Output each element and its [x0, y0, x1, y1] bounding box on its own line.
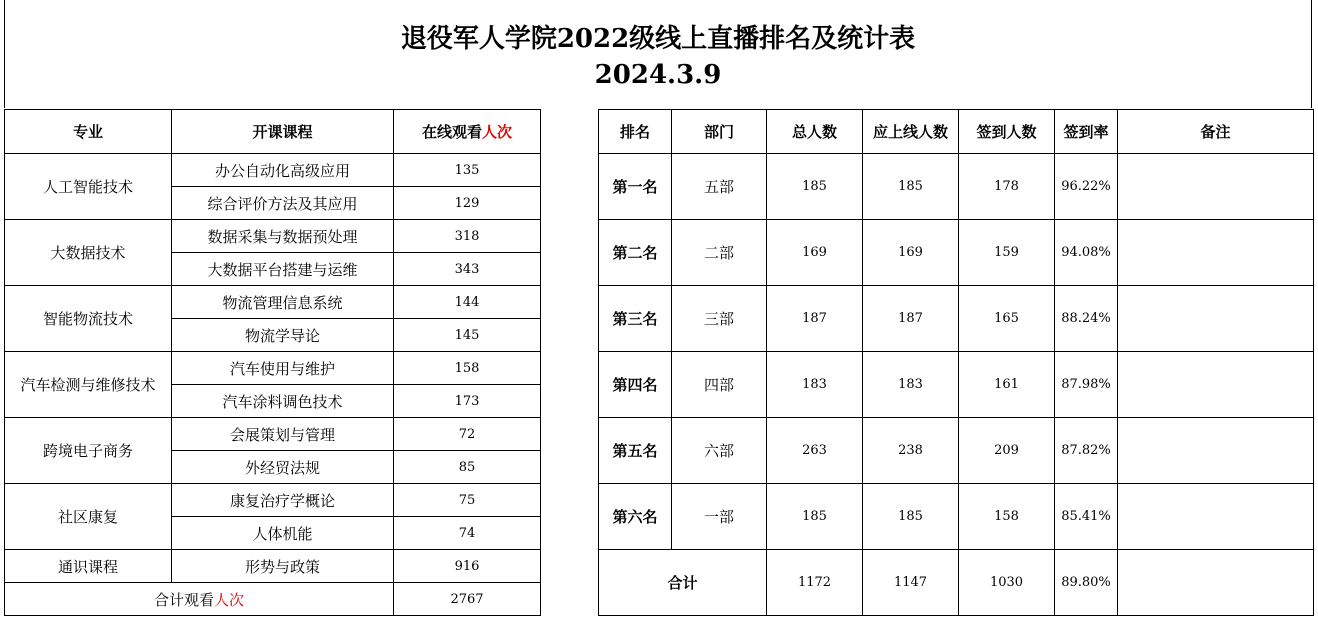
- table-row: [5, 286, 541, 319]
- major-cell: 通识课程: [5, 550, 172, 583]
- should-cell: 185: [863, 484, 959, 550]
- rank-cell: 第四名: [599, 352, 672, 418]
- course-cell: 物流学导论: [172, 319, 394, 352]
- views-cell: 85: [394, 451, 541, 484]
- rate-cell: 89.80%: [1055, 550, 1118, 616]
- header-total: 总人数: [767, 110, 863, 154]
- rank-cell: 第二名: [599, 220, 672, 286]
- total-cell: 185: [767, 154, 863, 220]
- major-cell: 人工智能技术: [5, 154, 172, 220]
- total-views: 2767: [394, 583, 541, 616]
- header-signed: 签到人数: [959, 110, 1055, 154]
- rate-cell: 87.98%: [1055, 352, 1118, 418]
- views-cell: 74: [394, 517, 541, 550]
- table-row: [599, 352, 1314, 418]
- course-cell: 物流管理信息系统: [172, 286, 394, 319]
- note-cell: [1118, 550, 1314, 616]
- table-row: [5, 154, 541, 187]
- header-views: 在线观看人次: [394, 110, 541, 154]
- page-date: 2024.3.9: [594, 60, 722, 90]
- dept-cell: 二部: [672, 220, 767, 286]
- signed-cell: 1030: [959, 550, 1055, 616]
- major-cell: 跨境电子商务: [5, 418, 172, 484]
- should-cell: 169: [863, 220, 959, 286]
- table-row: [5, 418, 541, 451]
- table-row: [599, 418, 1314, 484]
- total-row: [5, 583, 541, 616]
- should-cell: 183: [863, 352, 959, 418]
- note-cell: [1118, 220, 1314, 286]
- views-cell: 144: [394, 286, 541, 319]
- rate-cell: 96.22%: [1055, 154, 1118, 220]
- total-label: 合计观看人次: [5, 583, 394, 616]
- header-rank: 排名: [599, 110, 672, 154]
- header-note: 备注: [1118, 110, 1314, 154]
- major-cell: 社区康复: [5, 484, 172, 550]
- header-course: 开课课程: [172, 110, 394, 154]
- dept-cell: 三部: [672, 286, 767, 352]
- signed-cell: 158: [959, 484, 1055, 550]
- header-should: 应上线人数: [863, 110, 959, 154]
- views-cell: 135: [394, 154, 541, 187]
- course-views-table: [4, 109, 541, 616]
- course-cell: 康复治疗学概论: [172, 484, 394, 517]
- total-cell: 263: [767, 418, 863, 484]
- course-cell: 大数据平台搭建与运维: [172, 253, 394, 286]
- views-cell: 158: [394, 352, 541, 385]
- views-cell: 145: [394, 319, 541, 352]
- signed-cell: 209: [959, 418, 1055, 484]
- total-cell: 185: [767, 484, 863, 550]
- table-header-row: [5, 110, 541, 154]
- dept-cell: 一部: [672, 484, 767, 550]
- note-cell: [1118, 418, 1314, 484]
- total-label: 合计: [599, 550, 767, 616]
- total-cell: 183: [767, 352, 863, 418]
- rank-cell: 第一名: [599, 154, 672, 220]
- total-cell: 169: [767, 220, 863, 286]
- table-row: [599, 220, 1314, 286]
- signed-cell: 161: [959, 352, 1055, 418]
- course-cell: 人体机能: [172, 517, 394, 550]
- course-cell: 数据采集与数据预处理: [172, 220, 394, 253]
- dept-cell: 六部: [672, 418, 767, 484]
- course-cell: 汽车使用与维护: [172, 352, 394, 385]
- table-row: [599, 154, 1314, 220]
- dept-cell: 四部: [672, 352, 767, 418]
- table-row: [5, 484, 541, 517]
- course-cell: 外经贸法规: [172, 451, 394, 484]
- should-cell: 187: [863, 286, 959, 352]
- views-cell: 129: [394, 187, 541, 220]
- views-cell: 318: [394, 220, 541, 253]
- views-cell: 72: [394, 418, 541, 451]
- table-row: [5, 550, 541, 583]
- course-cell: 形势与政策: [172, 550, 394, 583]
- total-cell: 187: [767, 286, 863, 352]
- attendance-ranking-table: [598, 109, 1314, 616]
- rank-cell: 第三名: [599, 286, 672, 352]
- course-cell: 汽车涂料调色技术: [172, 385, 394, 418]
- rate-cell: 87.82%: [1055, 418, 1118, 484]
- major-cell: 汽车检测与维修技术: [5, 352, 172, 418]
- major-cell: 大数据技术: [5, 220, 172, 286]
- should-cell: 185: [863, 154, 959, 220]
- signed-cell: 165: [959, 286, 1055, 352]
- header-dept: 部门: [672, 110, 767, 154]
- page-title: 退役军人学院2022级线上直播排名及统计表: [400, 24, 916, 54]
- course-cell: 综合评价方法及其应用: [172, 187, 394, 220]
- header-rate: 签到率: [1055, 110, 1118, 154]
- table-row: [5, 352, 541, 385]
- rate-cell: 88.24%: [1055, 286, 1118, 352]
- dept-cell: 五部: [672, 154, 767, 220]
- course-cell: 办公自动化高级应用: [172, 154, 394, 187]
- rate-cell: 85.41%: [1055, 484, 1118, 550]
- major-cell: 智能物流技术: [5, 286, 172, 352]
- views-cell: 916: [394, 550, 541, 583]
- note-cell: [1118, 484, 1314, 550]
- note-cell: [1118, 352, 1314, 418]
- title-area: [4, 0, 1312, 108]
- should-cell: 1147: [863, 550, 959, 616]
- rank-cell: 第五名: [599, 418, 672, 484]
- course-cell: 会展策划与管理: [172, 418, 394, 451]
- views-cell: 343: [394, 253, 541, 286]
- should-cell: 238: [863, 418, 959, 484]
- header-major: 专业: [5, 110, 172, 154]
- views-cell: 75: [394, 484, 541, 517]
- total-row: [599, 550, 1314, 616]
- signed-cell: 159: [959, 220, 1055, 286]
- signed-cell: 178: [959, 154, 1055, 220]
- note-cell: [1118, 286, 1314, 352]
- table-row: [599, 484, 1314, 550]
- note-cell: [1118, 154, 1314, 220]
- rate-cell: 94.08%: [1055, 220, 1118, 286]
- rank-cell: 第六名: [599, 484, 672, 550]
- views-cell: 173: [394, 385, 541, 418]
- table-row: [5, 220, 541, 253]
- total-cell: 1172: [767, 550, 863, 616]
- table-row: [599, 286, 1314, 352]
- table-header-row: [599, 110, 1314, 154]
